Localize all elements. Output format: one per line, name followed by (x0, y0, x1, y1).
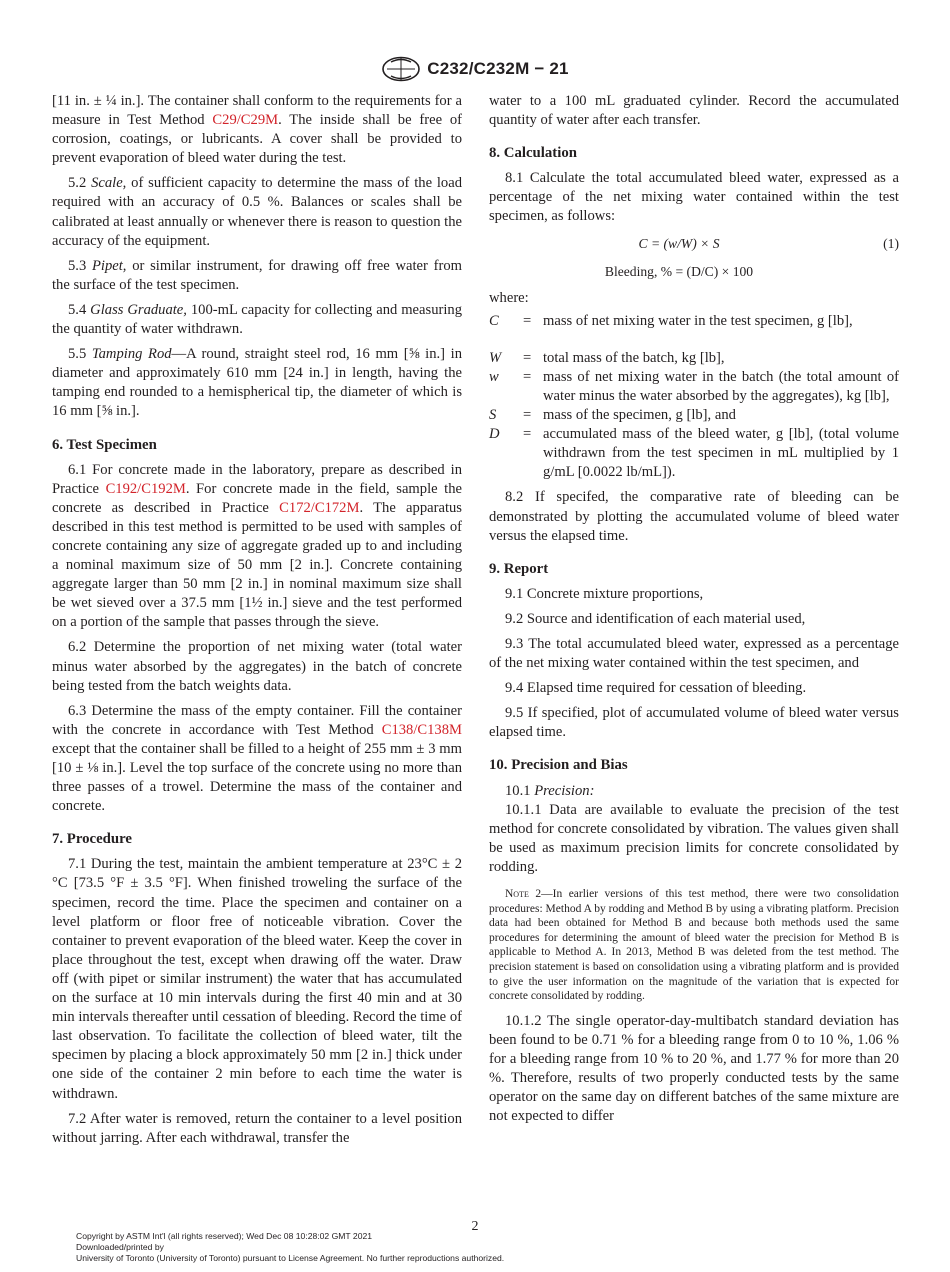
paragraph-6-1: 6.1 For concrete made in the laboratory, prepare as described in Practice C192/C192M. For concrete made in the field, sample the concrete as described in Practice C172/C172M. The apparatus described in this test method is permitted to be used with samples of concrete containing any size of aggregate graded up to and including a nominal maximum size of 50 mm [2 in.]. Concrete containing aggregate larger than 50 mm [2 in.] in nominal maximum size shall be wet sieved over a 37.5 mm [1½ in.] sieve and the test performed on a portion of the sample that passes through the sieve. (52, 461, 462, 631)
variable-definition: mass of net mixing water in the batch (the total amount of water minus the water absorbed by the aggregates), kg [lb], (543, 368, 899, 404)
heading-section-8: 8. Calculation (489, 145, 577, 162)
paragraph-7-1: 7.1 During the test, maintain the ambient temperature at 23°C ± 2 °C [73.5 °F ± 3.5 °F]. When finished troweling the surface of the specimen, record the time. Place the specimen and container on a level platform or floor free of noticeable vibration. Cover the container to prevent evaporation of the bleed water. Keep the cover in place throughout the test, except when drawing off the water. Draw off (with pipet or similar instrument) the water that has accumulated on the surface at 10 min intervals during the first 40 min and at 30 min intervals thereafter until cessation of bleeding. Record the time of last observation. To facilitate the collection of bleed water, tilt the specimen by placing a block approximately 50 mm [2 in.] thick under one side of the container 2 min before to each time the water is withdrawn. (52, 856, 462, 1102)
variable-symbol: W (489, 349, 502, 366)
variable-symbol: D (489, 426, 500, 443)
page-header (0, 56, 950, 82)
paragraph-10-1-1: 10.1.1 Data are available to evaluate the precision of the test method for concrete consolidated by vibration. The values given shall be used as maximum precision limits for concrete consolidated by rodding. (489, 801, 899, 875)
variable-definition: accumulated mass of the bleed water, g [lb], (total volume withdrawn from the test specimen in mL multiplied by 1 g/mL [0.0022 lb/mL]). (543, 426, 899, 481)
where-label: where: (489, 289, 529, 306)
variable-symbol: w (489, 368, 499, 385)
paragraph-8-2: 8.2 If specifed, the comparative rate of bleeding can be demonstrated by plotting the accumulated volume of bleed water versus the elapsed time. (489, 489, 899, 544)
paragraph-5-2: 5.2 Scale, of sufficient capacity to determine the mass of the load required with an accuracy of 0.5 %. Balances or scales shall be calibrated at least annually or whenever there is reason to question the accuracy of the equipment. (52, 175, 463, 249)
paragraph-9-1: 9.1 Concrete mixture proportions, (505, 585, 704, 602)
paragraph-9-5: 9.5 If specified, plot of accumulated volume of bleed water versus elapsed time. (489, 705, 899, 741)
link-c138[interactable]: C138/C138M (381, 721, 462, 738)
equation-1-number: (1) (883, 236, 899, 252)
paragraph-9-3: 9.3 The total accumulated bleed water, expressed as a percentage of the net mixing water contained within the test specimen, and (489, 635, 899, 672)
paragraph-9-4: 9.4 Elapsed time required for cessation of bleeding. (505, 680, 807, 697)
equation-2 (489, 261, 899, 283)
variable-row: W = total mass of the batch, kg [lb], (489, 349, 899, 368)
variable-definitions (489, 312, 899, 483)
page-number: 2 (471, 1219, 479, 1234)
heading-section-6: 6. Test Specimen (52, 436, 157, 453)
footer-line: Copyright by ASTM Int'l (all rights reserved); Wed Dec 08 10:28:02 GMT 2021 (76, 1231, 373, 1241)
right-column (489, 92, 899, 1132)
variable-row: D = accumulated mass of the bleed water, g [lb], (total volume withdrawn from the test specimen in mL multiplied by 1 g/mL [0.0022 lb/mL]). (489, 425, 899, 482)
variable-row: S = mass of the specimen, g [lb], and (489, 406, 899, 425)
variable-row: w = mass of net mixing water in the batch (the total amount of water minus the water absorbed by the aggregates), kg [lb], (489, 368, 899, 406)
link-c172[interactable]: C172/C172M (279, 499, 360, 516)
equation-2-body: Bleeding, % = (D/C) × 100 (604, 264, 754, 280)
paragraph-6-2: 6.2 Determine the proportion of net mixing water (total water minus water absorbed by the aggregates) in the batch of concrete being tested from the batch weights data. (52, 639, 462, 694)
paragraph-10-1-2: 10.1.2 The single operator-day-multibatch standard deviation has been found to be 0.71 % for a bleeding range from 0 to 10 %, 1.06 % for a bleeding range from 10 % to 20 %, and 1.77 % for more than 20 %. Therefore, results of two properly conducted tests by the same operator on the same day on different batches of the same mixture are not expected to differ (489, 1012, 899, 1125)
equation-1 (489, 233, 899, 255)
paragraph-5-1-continued: [11 in. ± ¼ in.]. The container shall conform to the requirements for a measure in Test Method C29/C29M. The inside shall be free of corrosion, coatings, or lubricants. A cover shall be provided to prevent evaporation of bleed water during the test. (52, 93, 463, 167)
note-label: Note 2 (505, 888, 542, 900)
paragraph-9-2: 9.2 Source and identification of each material used, (505, 610, 806, 627)
paragraph-6-3: 6.3 Determine the mass of the empty container. Fill the container with the concrete in accordance with Test Method C138/C138M except that the container shall be filled to a height of 255 mm ± 3 mm [10 ± ⅛ in.]. Level the top surface of the concrete using no more than three passes of a trowel. Determine the mass of the container and concrete. (52, 702, 462, 815)
paragraph-7-2-continued: water to a 100 mL graduated cylinder. Record the accumulated quantity of water after each transfer. (489, 93, 899, 129)
link-c29[interactable]: C29/C29M (212, 112, 279, 129)
heading-section-10: 10. Precision and Bias (489, 757, 628, 774)
copyright-footer (76, 1231, 504, 1264)
paragraph-5-3: 5.3 Pipet, or similar instrument, for drawing off free water from the surface of the test specimen. (52, 257, 463, 293)
astm-logo-icon (381, 56, 421, 82)
equation-1-body: C = (w/W) × S (638, 236, 720, 252)
document-designation: C232/C232M − 21 (427, 59, 569, 78)
variable-definition: mass of the specimen, g [lb], and (543, 407, 736, 424)
variable-row: C = mass of net mixing water in the test specimen, g [lb], (489, 312, 899, 331)
paragraph-10-1: 10.1 Precision: (505, 782, 595, 799)
note-2: Note 2—In earlier versions of this test method, there were two consolidation procedures: Method A by rodding and Method B by using a vibrating platform. Precision data had been obtained for Method B and because both methods used the same procedures for determining the amount of bleed water the precision for Method B is applicable to Method A. In 2013, Method B was deleted from the test method. The precision statement is based on consolidation using a vibrating platform and is provided to give the user information on the magnitude of the variation that is expected for concrete consolidated by rodding. (489, 888, 899, 1003)
paragraph-5-5: 5.5 Tamping Rod—A round, straight steel rod, 16 mm [⅝ in.] in diameter and approximately 610 mm [24 in.] in length, having the tamping end rounded to a hemispherical tip, the diameter of which is 16 mm [⅝ in.]. (52, 346, 463, 420)
variable-definition: total mass of the batch, kg [lb], (543, 349, 725, 366)
paragraph-7-2: 7.2 After water is removed, return the container to a level position without jarring. After each withdrawal, transfer the (52, 1110, 462, 1146)
paragraph-5-4: 5.4 Glass Graduate, 100-mL capacity for collecting and measuring the quantity of water withdrawn. (52, 301, 462, 338)
variable-symbol: C (489, 312, 499, 329)
heading-section-9: 9. Report (489, 560, 549, 577)
footer-line: University of Toronto (University of Toronto) pursuant to License Agreement. No further reproductions authorized. (76, 1253, 505, 1263)
variable-symbol: S (489, 407, 497, 424)
left-column (52, 92, 462, 1154)
link-c192[interactable]: C192/C192M (105, 480, 186, 497)
paragraph-8-1: 8.1 Calculate the total accumulated bleed water, expressed as a percentage of the net mixing water contained within the test specimen, as follows: (489, 170, 899, 225)
heading-section-7: 7. Procedure (52, 831, 132, 848)
footer-line: Downloaded/printed by (76, 1242, 164, 1252)
variable-definition: mass of net mixing water in the test specimen, g [lb], (543, 312, 853, 329)
